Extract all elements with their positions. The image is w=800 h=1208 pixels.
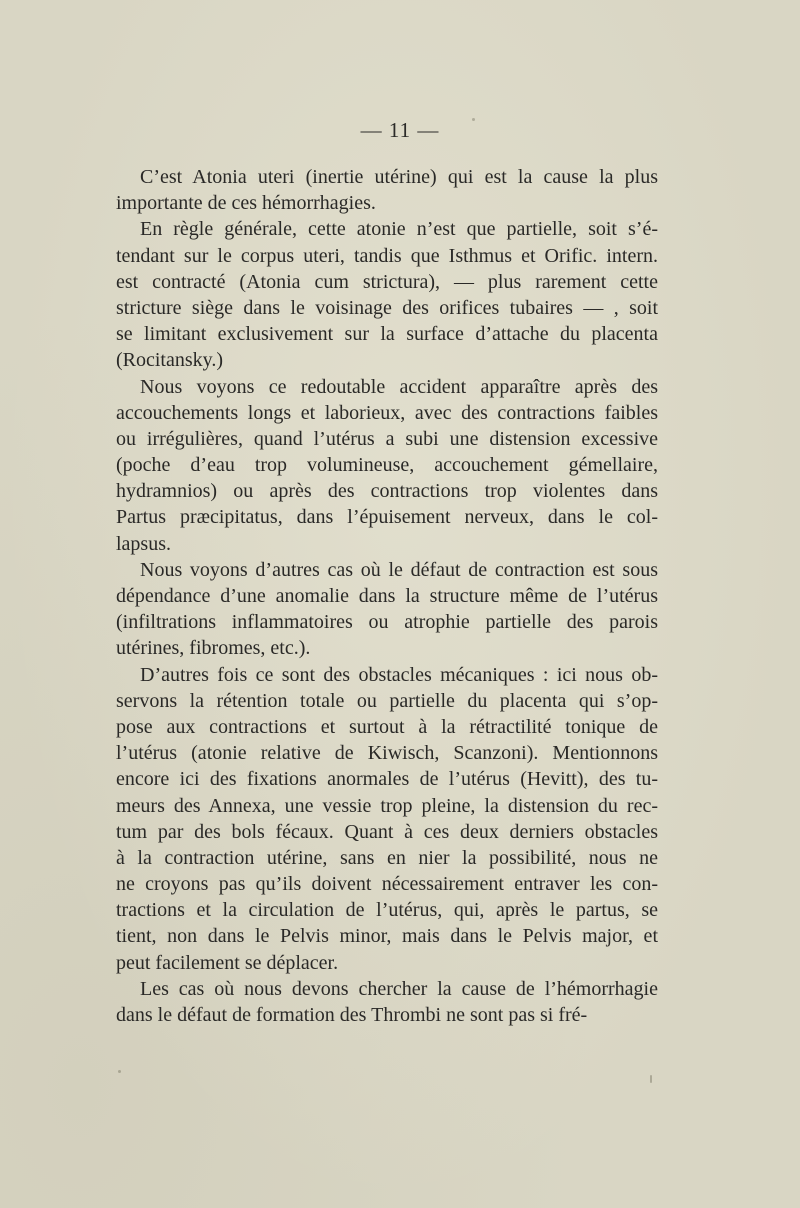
text-line: l’utérus (atonie relative de Kiwisch, Scanzoni). Mentionnons: [116, 742, 658, 765]
text-line: se limitant exclusivement sur la surface d’attache du placenta: [116, 323, 658, 346]
text-line: à la contraction utérine, sans en nier la possibilité, nous ne: [116, 846, 658, 869]
text-line: dans le défaut de formation des Thrombi ne sont pas si fré-: [116, 1004, 588, 1026]
text-line: accouchements longs et laborieux, avec des contractions faibles: [116, 401, 658, 424]
text-line: Nous voyons ce redoutable accident apparaître après des: [140, 375, 658, 398]
paragraph: [116, 976, 658, 1028]
text-line: ne croyons pas qu’ils doivent nécessairement entraver les con-: [116, 873, 658, 896]
text-line: Partus præcipitatus, dans l’épuisement nerveux, dans le col-: [116, 506, 658, 529]
text-line: Nous voyons d’autres cas où le défaut de contraction est sous: [140, 558, 658, 581]
text-line: est contracté (Atonia cum strictura), — plus rarement cette: [116, 270, 658, 293]
body-text: [116, 164, 658, 1028]
paper-speck: [650, 1075, 652, 1083]
page-number: — 11 —: [360, 118, 440, 142]
text-line: (infiltrations inflammatoires ou atrophie partielle des parois: [116, 611, 658, 634]
paragraph: [116, 557, 658, 662]
paragraph: [116, 216, 658, 373]
text-line: tum par des bols fécaux. Quant à ces deux derniers obstacles: [116, 820, 658, 843]
paragraph: [116, 374, 658, 557]
paragraph: [116, 164, 658, 216]
text-line: ou irrégulières, quand l’utérus a subi une distension excessive: [116, 427, 658, 450]
paper-speck: [118, 1070, 121, 1073]
text-line: servons la rétention totale ou partielle du placenta qui s’op-: [116, 689, 658, 712]
text-line: utérines, fibromes, etc.).: [116, 637, 311, 660]
text-line: hydramnios) ou après des contractions trop violentes dans: [116, 480, 658, 503]
text-line: (Rocitansky.): [116, 349, 224, 372]
paragraph: [116, 662, 658, 976]
text-line: dépendance d’une anomalie dans la structure même de l’utérus: [116, 585, 658, 607]
paper-speck: [472, 118, 475, 121]
text-line: tractions et la circulation de l’utérus, qui, après le partus, se: [116, 899, 658, 922]
text-line: stricture siège dans le voisinage des orifices tubaires — , soit: [116, 296, 658, 319]
text-line: tient, non dans le Pelvis minor, mais dans le Pelvis major, et: [116, 925, 658, 948]
text-line: (poche d’eau trop volumineuse, accouchement gémellaire,: [116, 454, 658, 477]
text-line: D’autres fois ce sont des obstacles mécaniques : ici nous ob-: [140, 663, 658, 686]
text-line: importante de ces hémorrhagies.: [116, 192, 376, 215]
text-line: En règle générale, cette atonie n’est que partielle, soit s’é-: [140, 218, 658, 241]
text-line: Les cas où nous devons chercher la cause de l’hémorrhagie: [140, 977, 658, 1000]
text-line: tendant sur le corpus uteri, tandis que Isthmus et Orific. intern.: [116, 244, 658, 267]
text-line: C’est Atonia uteri (inertie utérine) qui est la cause la plus: [140, 166, 658, 188]
text-line: meurs des Annexa, une vessie trop pleine, la distension du rec-: [116, 794, 658, 817]
text-line: lapsus.: [116, 532, 171, 555]
text-line: peut facilement se déplacer.: [116, 951, 339, 974]
text-line: pose aux contractions et surtout à la rétractilité tonique de: [116, 715, 658, 738]
text-line: encore ici des fixations anormales de l’utérus (Hevitt), des tu-: [116, 768, 658, 791]
